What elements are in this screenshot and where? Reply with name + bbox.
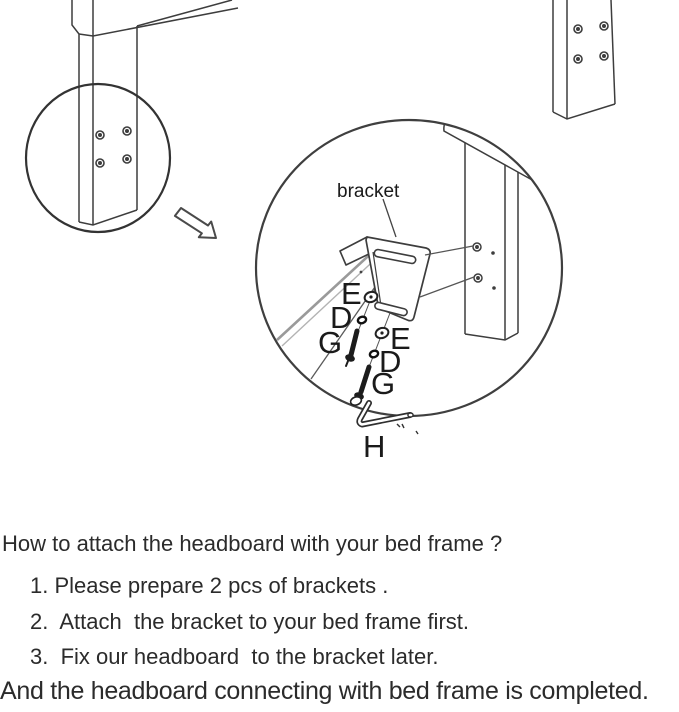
instruction-step-1: 1. Please prepare 2 pcs of brackets . <box>30 573 389 598</box>
bracket-label: bracket <box>337 181 400 202</box>
label-washer-e1: E <box>341 276 362 311</box>
label-lock-washer-d1: D <box>330 300 353 335</box>
label-washer-e2: E <box>390 321 411 356</box>
label-bolt-g2: G <box>371 366 396 401</box>
instruction-footer: And the headboard connecting with bed frame is completed. <box>0 677 649 705</box>
instruction-step-2: 2. Attach the bracket to your bed frame first. <box>30 609 469 634</box>
label-lock-washer-d2: D <box>379 344 402 379</box>
instruction-step-3: 3. Fix our headboard to the bracket later. <box>30 644 439 669</box>
instructions-heading: How to attach the headboard with your bed frame ? <box>2 531 503 556</box>
label-bolt-g1: G <box>318 325 343 360</box>
label-allen-key-h: H <box>363 429 386 464</box>
